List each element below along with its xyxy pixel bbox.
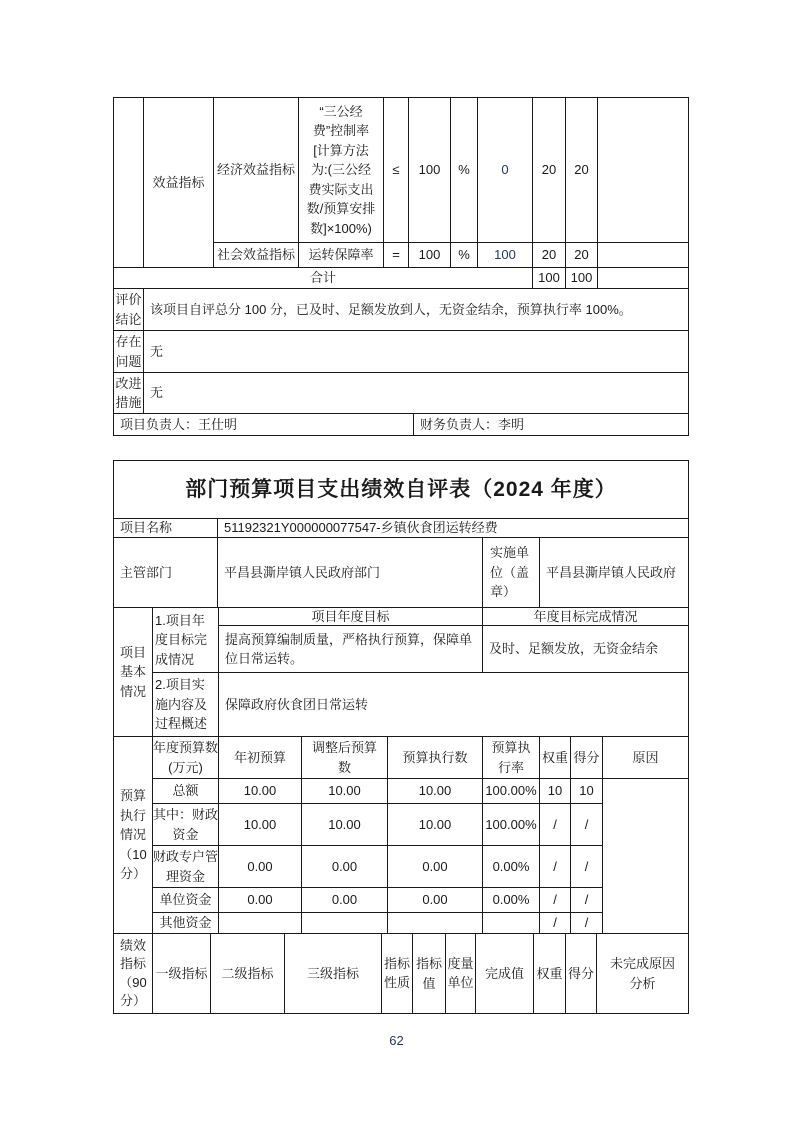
total-weight-cell: 100 <box>532 267 566 289</box>
perf-header-value: 指标值 <box>412 933 446 1014</box>
measures-text-cell: 无 <box>143 372 689 414</box>
budget-row-weight: / <box>539 887 571 913</box>
budget-row-score: / <box>570 912 603 934</box>
budget-row-rate: 100.00% <box>482 778 540 804</box>
perf-header-l2: 二级指标 <box>210 933 285 1014</box>
budget-row-score: / <box>570 845 603 888</box>
budget-label-cell: 预算执行情况（10分） <box>113 736 153 934</box>
budget-row-label: 财政专户管理资金 <box>152 845 219 888</box>
perf-header-score: 得分 <box>565 933 597 1014</box>
page-number: 62 <box>389 1033 404 1048</box>
budget-header-rate: 预算执行率 <box>482 736 540 779</box>
budget-row-initial: 10.00 <box>218 803 302 846</box>
budget-header-executed: 预算执行数 <box>387 736 483 779</box>
budget-row-adjusted <box>301 912 388 934</box>
social-done-cell: 100 <box>477 242 533 268</box>
perf-header-unit: 度量单位 <box>445 933 476 1014</box>
project-name-label-cell: 项目名称 <box>113 518 218 538</box>
budget-header-category: 年度预算数(万元) <box>152 736 219 779</box>
budget-row-adjusted: 0.00 <box>301 845 388 888</box>
budget-row-score: 10 <box>570 778 603 804</box>
budget-row-rate: 0.00% <box>482 887 540 913</box>
impl-value-cell: 平昌县澌岸镇人民政府 <box>539 537 689 608</box>
goal-header-cell: 项目年度目标 <box>218 607 483 626</box>
budget-row-score: / <box>570 803 603 846</box>
social-reason-cell <box>597 242 689 268</box>
total-label-cell: 合计 <box>113 267 533 289</box>
perf-header-reason: 未完成原因分析 <box>596 933 689 1014</box>
conclusion-label-cell: 评价结论 <box>113 288 144 331</box>
goal-done-text-cell: 及时、足额发放，无资金结余 <box>482 625 689 673</box>
impl-text-cell: 保障政府伙食团日常运转 <box>218 672 689 737</box>
budget-row-weight: / <box>539 912 571 934</box>
goal-done-header-cell: 年度目标完成情况 <box>482 607 689 626</box>
social-nature-cell: = <box>383 242 409 268</box>
econ-level2-cell: 经济效益指标 <box>213 97 299 243</box>
problems-text-cell: 无 <box>143 330 689 373</box>
problems-label-cell: 存在问题 <box>113 330 144 373</box>
budget-row-label: 单位资金 <box>152 887 219 913</box>
budget-row-adjusted: 10.00 <box>301 803 388 846</box>
budget-row-executed: 0.00 <box>387 887 483 913</box>
econ-weight-cell: 20 <box>532 97 566 243</box>
dept-value-cell: 平昌县澌岸镇人民政府部门 <box>217 537 483 608</box>
social-level2-cell: 社会效益指标 <box>213 242 299 268</box>
perf-header-nature: 指标性质 <box>381 933 413 1014</box>
project-lead-cell: 项目负责人：王仕明 <box>113 413 414 436</box>
perf-col-spacer-cell <box>113 97 144 268</box>
social-weight-cell: 20 <box>532 242 566 268</box>
measures-label-cell: 改进措施 <box>113 372 144 414</box>
budget-row-initial: 10.00 <box>218 778 302 804</box>
project-name-value-cell: 51192321Y000000077547-乡镇伙食团运转经费 <box>217 518 689 538</box>
budget-row-label: 其他资金 <box>152 912 219 934</box>
econ-done-cell: 0 <box>477 97 533 243</box>
budget-row-adjusted: 10.00 <box>301 778 388 804</box>
budget-row-score: / <box>570 887 603 913</box>
budget-row-weight: / <box>539 803 571 846</box>
budget-row-weight: 10 <box>539 778 571 804</box>
impl-section-label-cell: 2.项目实施内容及过程概述 <box>152 672 219 737</box>
budget-row-rate: 0.00% <box>482 845 540 888</box>
budget-row-initial: 0.00 <box>218 887 302 913</box>
econ-unit-cell: % <box>450 97 478 243</box>
budget-row-executed: 10.00 <box>387 803 483 846</box>
main-table-title: 部门预算项目支出绩效自评表（2024 年度） <box>113 460 689 519</box>
perf-header-l3: 三级指标 <box>284 933 382 1014</box>
econ-reason-cell <box>597 97 689 243</box>
finance-lead-cell: 财务负责人：李明 <box>413 413 689 436</box>
total-reason-cell <box>597 267 689 289</box>
goal-text-cell: 提高预算编制质量，严格执行预算，保障单位日常运转。 <box>218 625 483 673</box>
budget-row-initial: 0.00 <box>218 845 302 888</box>
econ-nature-cell: ≤ <box>383 97 409 243</box>
budget-row-label: 总额 <box>152 778 219 804</box>
perf-header-l1: 一级指标 <box>152 933 211 1014</box>
budget-row-label: 其中：财政资金 <box>152 803 219 846</box>
budget-reason-value-cell <box>602 778 689 934</box>
budget-header-weight: 权重 <box>539 736 571 779</box>
benefit-group-cell: 效益指标 <box>143 97 214 268</box>
total-score-cell: 100 <box>565 267 598 289</box>
perf-header-weight: 权重 <box>533 933 566 1014</box>
budget-row-executed <box>387 912 483 934</box>
impl-label-cell: 实施单位（盖章） <box>482 537 540 608</box>
goal-section-label-cell: 1.项目年度目标完成情况 <box>152 607 219 673</box>
social-level3-cell: 运转保障率 <box>298 242 384 268</box>
social-unit-cell: % <box>450 242 478 268</box>
budget-header-reason: 原因 <box>602 736 689 779</box>
budget-header-adjusted: 调整后预算数 <box>301 736 388 779</box>
dept-label-cell: 主管部门 <box>113 537 218 608</box>
perf-label-cell: 绩效指标（90分） <box>113 933 153 1014</box>
basic-label-cell: 项目基本情况 <box>113 607 153 737</box>
budget-header-initial: 年初预算 <box>218 736 302 779</box>
perf-header-done: 完成值 <box>475 933 534 1014</box>
budget-row-rate: 100.00% <box>482 803 540 846</box>
budget-row-weight: / <box>539 845 571 888</box>
social-value-cell: 100 <box>408 242 451 268</box>
budget-row-executed: 0.00 <box>387 845 483 888</box>
budget-header-score: 得分 <box>570 736 603 779</box>
budget-row-rate <box>482 912 540 934</box>
social-score-cell: 20 <box>565 242 598 268</box>
budget-row-adjusted: 0.00 <box>301 887 388 913</box>
conclusion-text-cell: 该项目自评总分 100 分，已及时、足额发放到人，无资金结余，预算执行率 100%。 <box>143 288 689 331</box>
econ-value-cell: 100 <box>408 97 451 243</box>
budget-row-executed: 10.00 <box>387 778 483 804</box>
econ-level3-cell: “三公经费”控制率[计算方法为:(三公经费实际支出数/预算安排数]×100%) <box>298 97 384 243</box>
budget-row-initial <box>218 912 302 934</box>
econ-score-cell: 20 <box>565 97 598 243</box>
